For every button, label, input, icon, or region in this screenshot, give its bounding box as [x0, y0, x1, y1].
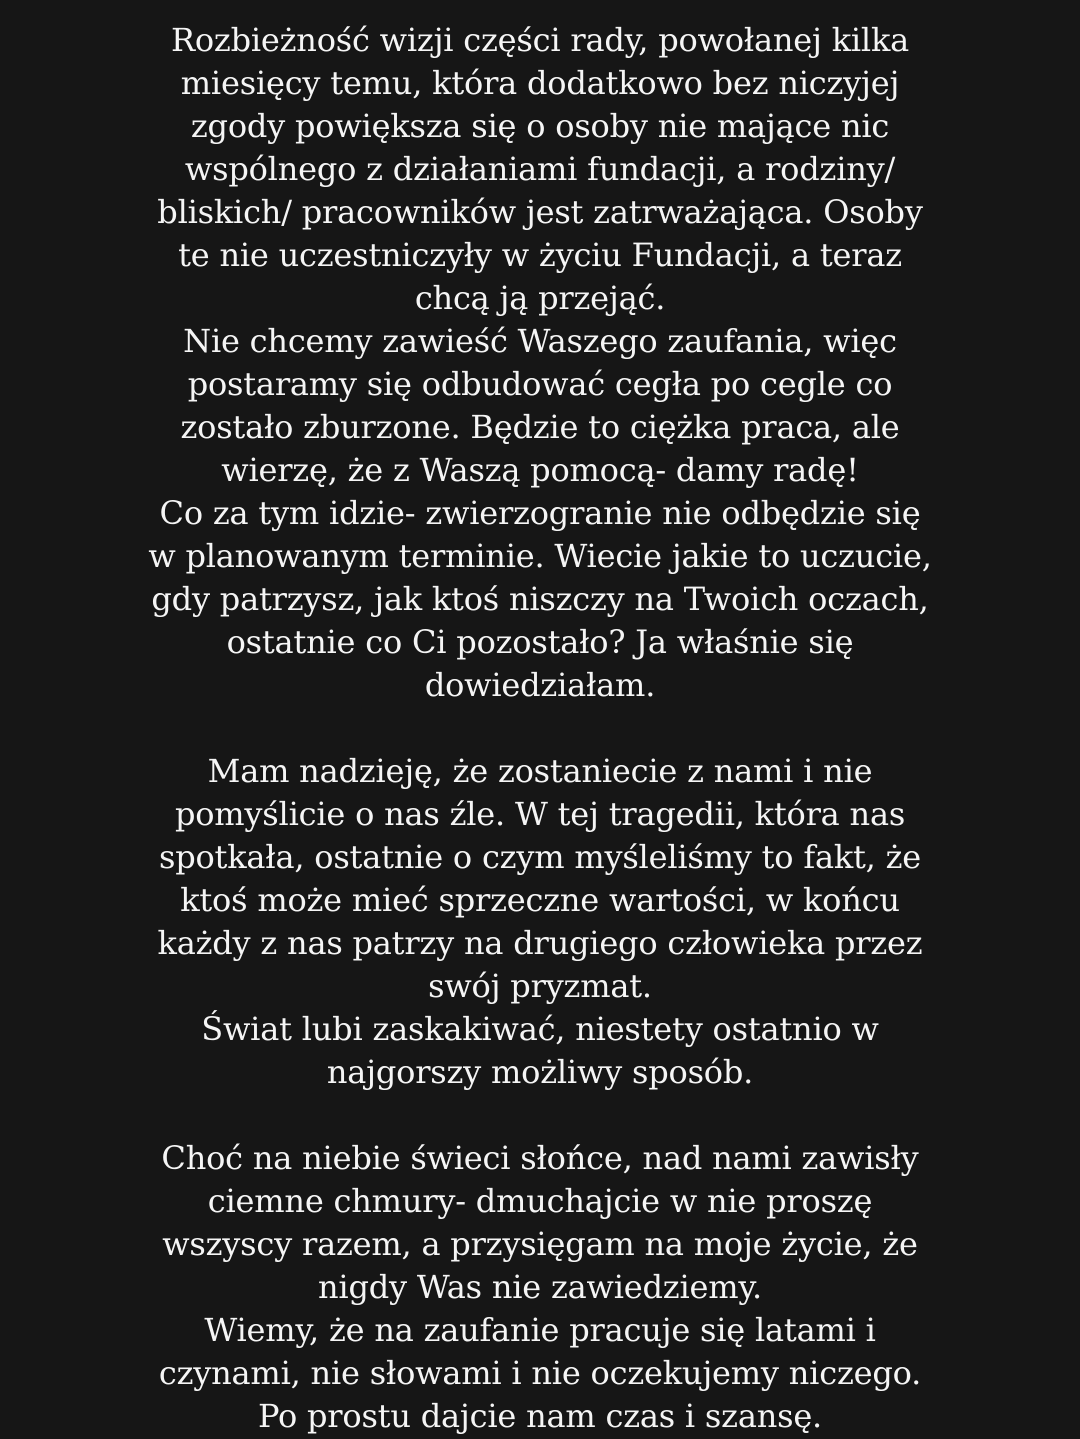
- text-line: Świat lubi zaskakiwać, niestety ostatnio w: [201, 1010, 879, 1048]
- text-line: dowiedziałam.: [424, 666, 656, 704]
- text-line: Choć na niebie świeci słońce, nad nami zawisły: [161, 1139, 919, 1177]
- text-line: czynami, nie słowami i nie oczekujemy niczego.: [158, 1354, 922, 1392]
- text-line: bliskich/ pracowników jest zatrważająca. Osoby: [157, 193, 923, 231]
- text-line: ciemne chmury- dmuchajcie w nie proszę: [207, 1182, 873, 1220]
- text-line: zostało zburzone. Będzie to ciężka praca, ale: [180, 408, 900, 446]
- text-line: Nie chcemy zawieść Waszego zaufania, więc: [183, 322, 897, 360]
- text-line: chcą ją przejąć.: [414, 279, 666, 317]
- text-line: nigdy Was nie zawiedziemy.: [318, 1268, 762, 1306]
- text-line: najgorszy możliwy sposób.: [326, 1053, 754, 1091]
- text-line: swój pryzmat.: [428, 967, 652, 1005]
- text-line: postaramy się odbudować cegła po cegle co: [187, 365, 893, 403]
- text-line: gdy patrzysz, jak ktoś niszczy na Twoich oczach,: [151, 580, 929, 618]
- text-line: zgody powiększa się o osoby nie mające nic: [190, 107, 890, 145]
- text-line: Po prostu dajcie nam czas i szansę.: [257, 1397, 823, 1435]
- text-line: wspólnego z działaniami fundacji, a rodziny/: [184, 150, 896, 188]
- text-line: spotkała, ostatnie o czym myśleliśmy to fakt, że: [158, 838, 922, 876]
- story-text: [0, 19, 1080, 1438]
- text-line: te nie uczestniczyły w życiu Fundacji, a teraz: [178, 236, 902, 274]
- text-line: wszyscy razem, a przysięgam na moje życie, że: [162, 1225, 918, 1263]
- paragraph-gap: [0, 1094, 1080, 1137]
- text-line: pomyślicie o nas źle. W tej tragedii, która nas: [174, 795, 906, 833]
- paragraph-gap: [0, 707, 1080, 750]
- text-line: każdy z nas patrzy na drugiego człowieka przez: [157, 924, 923, 962]
- text-line: wierzę, że z Waszą pomocą- damy radę!: [221, 451, 859, 489]
- text-line: miesięcy temu, która dodatkowo bez niczyjej: [180, 64, 900, 102]
- text-line: Wiemy, że na zaufanie pracuje się latami i: [204, 1311, 876, 1349]
- text-line: ostatnie co Ci pozostało? Ja właśnie się: [226, 623, 854, 661]
- text-line: Mam nadzieję, że zostaniecie z nami i nie: [207, 752, 873, 790]
- text-line: Co za tym idzie- zwierzogranie nie odbędzie się: [159, 494, 921, 532]
- text-line: Rozbieżność wizji części rady, powołanej kilka: [170, 21, 910, 59]
- text-line: ktoś może mieć sprzeczne wartości, w końcu: [180, 881, 900, 919]
- text-line: w planowanym terminie. Wiecie jakie to uczucie,: [148, 537, 932, 575]
